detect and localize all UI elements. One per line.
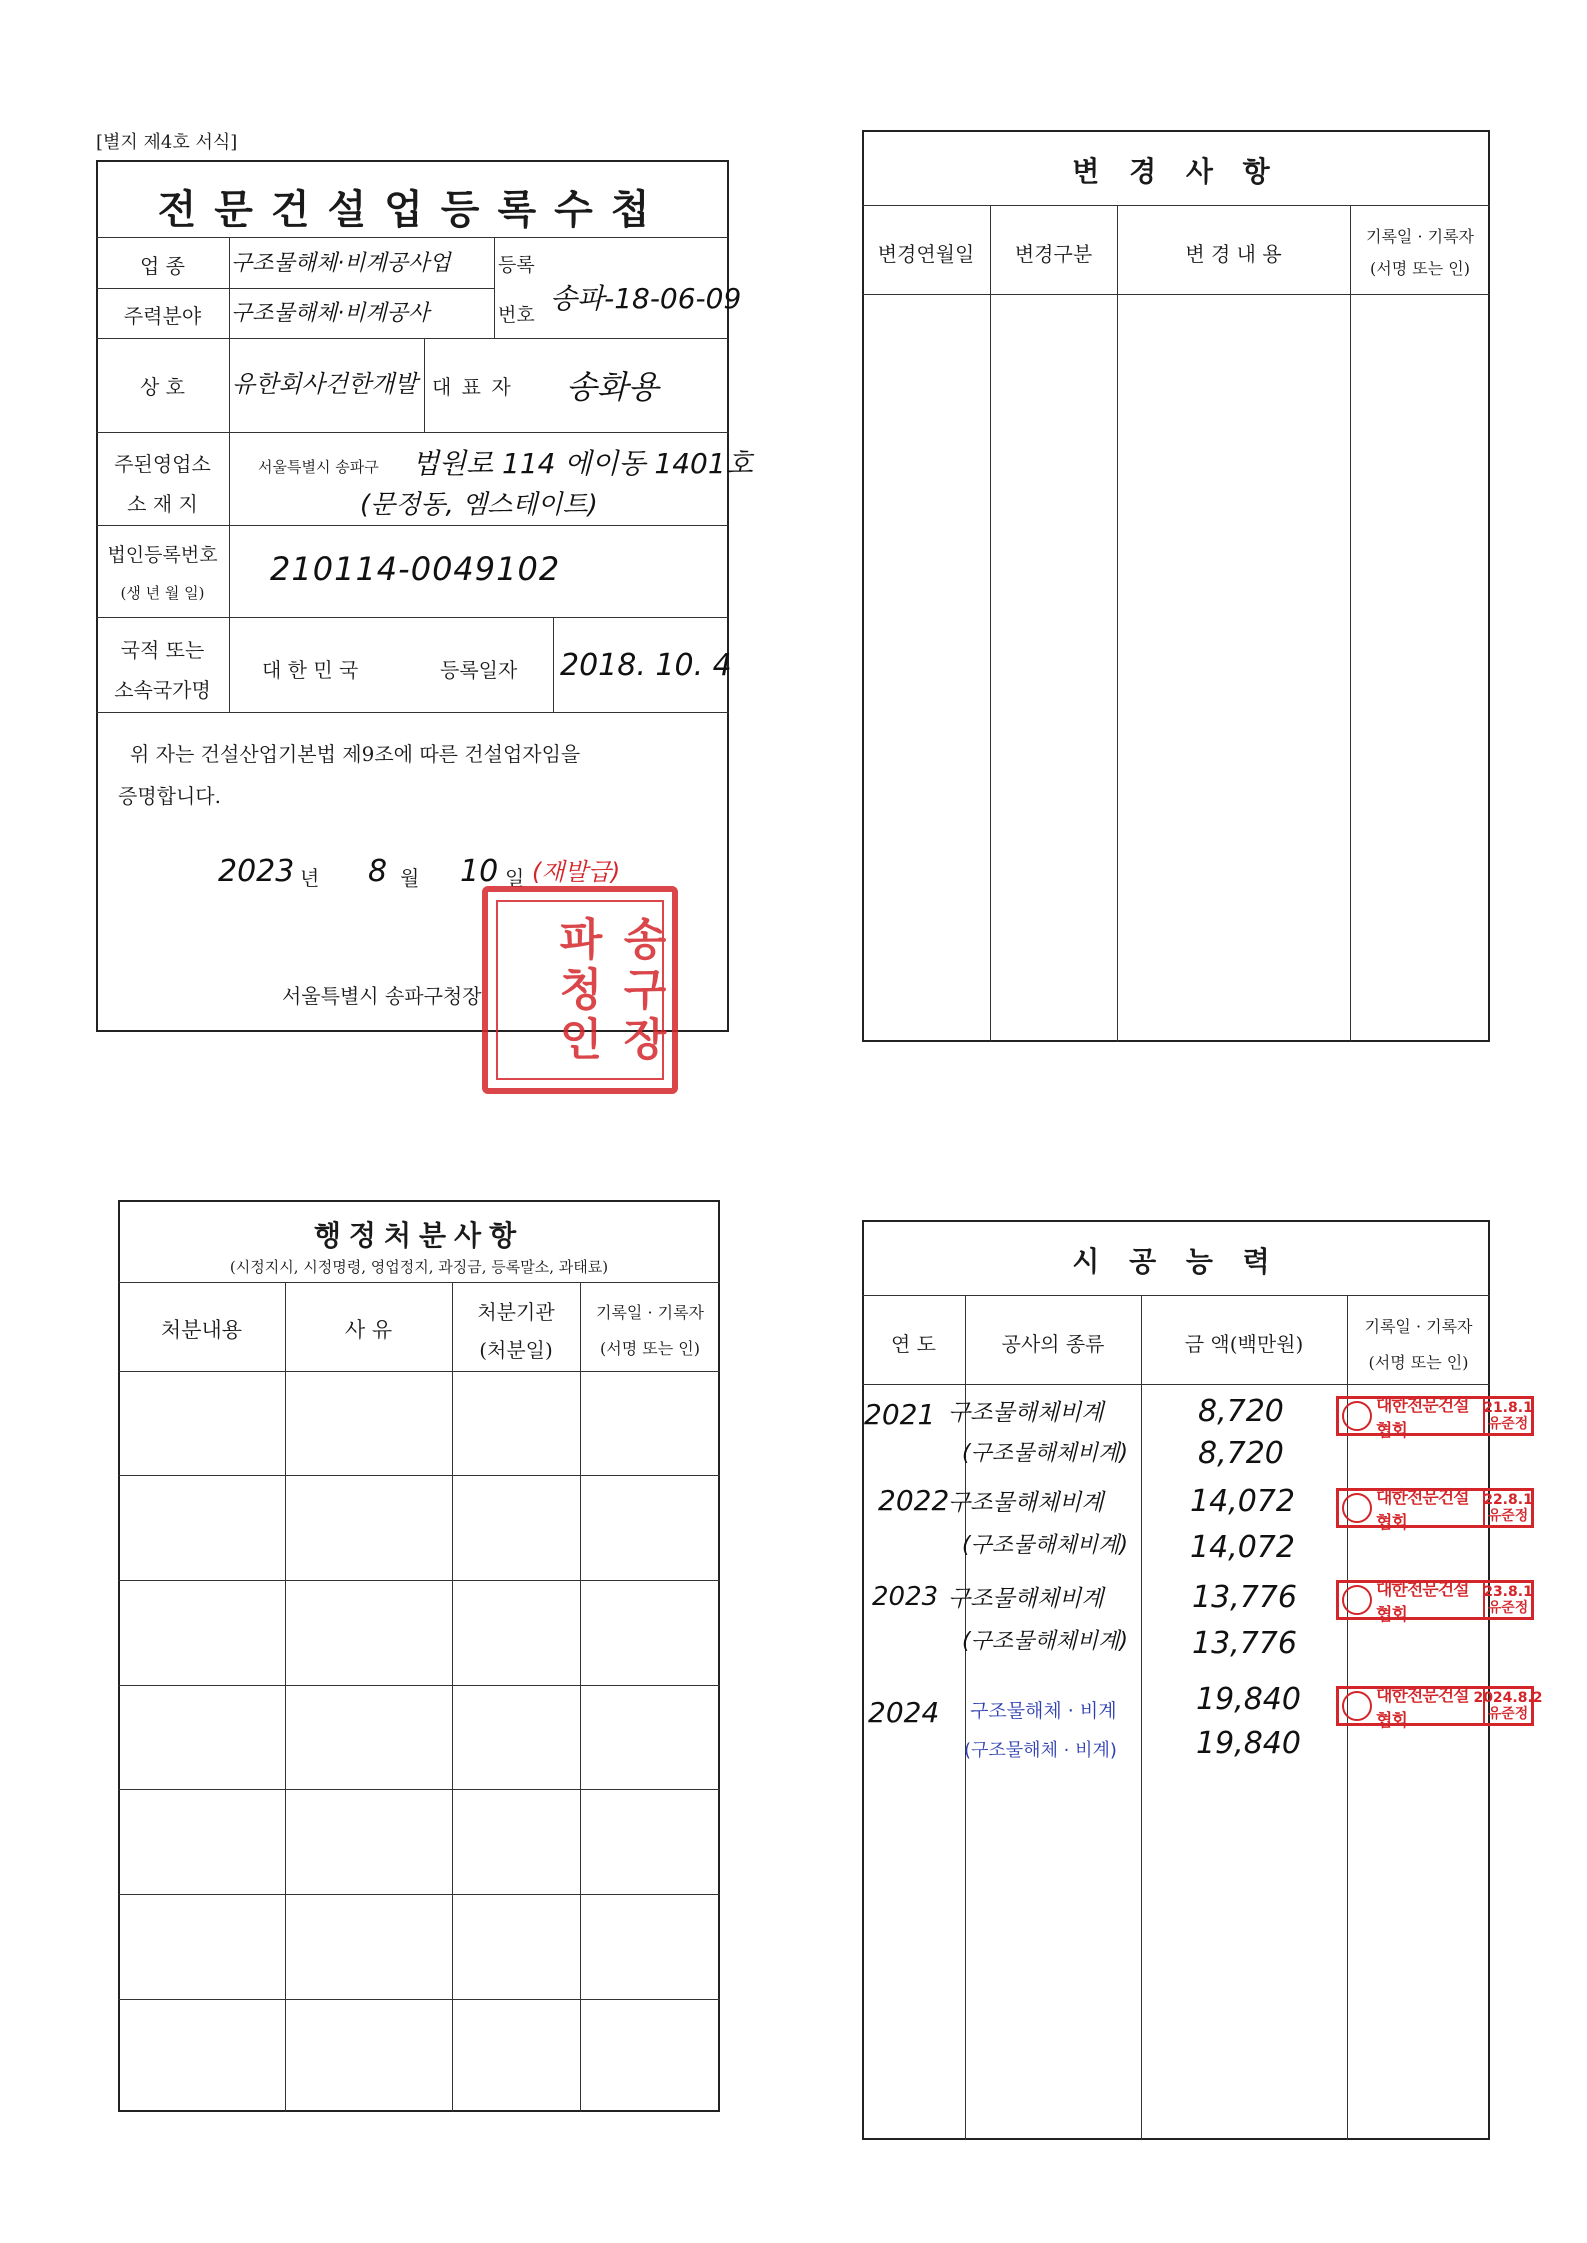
statement-line-2: 증명합니다. <box>118 784 221 808</box>
col-admin-agency-2: (처분일) <box>479 1338 553 1362</box>
cap-year-2024: 2024 <box>868 1696 940 1729</box>
col-change-record-2: (서명 또는 인) <box>1370 259 1470 278</box>
cap-amount: 19,840 <box>1196 1682 1301 1717</box>
col-cap-record-2: (서명 또는 인) <box>1368 1353 1469 1372</box>
industry-value: 구조물해체·비계공사업 <box>231 251 451 276</box>
seal-char-col-3: 장인 <box>551 1016 666 1060</box>
col-admin-agency-1: 처분기관 <box>477 1300 555 1324</box>
form-label: [별지 제4호 서식] <box>96 132 238 153</box>
cap-amount: 13,776 <box>1192 1580 1297 1615</box>
cap-amount-paren: 14,072 <box>1190 1530 1295 1565</box>
issue-month: 8 <box>368 854 388 889</box>
reg-label-1: 등록 <box>498 254 535 276</box>
year-unit: 년 <box>300 866 320 890</box>
cap-type-paren: (구조물해체비계) <box>962 1441 1128 1466</box>
nation-label-1: 국적 또는 <box>120 638 205 662</box>
seal-char-col-2: 구청 <box>551 966 666 1010</box>
regdate-label: 등록일자 <box>440 658 518 682</box>
issue-day: 10 <box>460 854 499 889</box>
col-admin-content: 처분내용 <box>160 1318 243 1342</box>
corp-label-2: (생 년 월 일) <box>120 584 205 602</box>
office-label-2: 소 재 지 <box>127 492 198 516</box>
main-field-value: 구조물해체·비계공사 <box>231 301 430 326</box>
col-cap-record-1: 기록일 · 기록자 <box>1364 1317 1473 1336</box>
regdate-value: 2018. 10. 4 <box>560 648 732 683</box>
cap-year-2022: 2022 <box>878 1484 950 1517</box>
cap-type-paren: (구조물해체비계) <box>962 1629 1128 1654</box>
col-admin-reason: 사 유 <box>344 1318 393 1342</box>
reg-number: 송파-18-06-09 <box>550 282 742 315</box>
cap-type: 구조물해체비계 <box>948 1400 1104 1426</box>
col-admin-record-1: 기록일 · 기록자 <box>596 1303 704 1322</box>
cap-amount-paren: 8,720 <box>1198 1436 1284 1471</box>
official-seal <box>482 886 678 1094</box>
certificate-title: 전문건설업등록수첩 <box>157 186 668 233</box>
day-unit: 일 <box>505 866 525 890</box>
col-change-content: 변 경 내 용 <box>1185 242 1282 266</box>
nation-label-2: 소속국가명 <box>114 678 211 702</box>
col-cap-year: 연 도 <box>891 1332 936 1356</box>
industry-label: 업 종 <box>140 254 185 278</box>
col-admin-record-2: (서명 또는 인) <box>600 1339 700 1358</box>
association-stamp: 대한전문건설협회 22.8.1 유준정 <box>1336 1488 1534 1528</box>
association-stamp: 대한전문건설협회 21.8.1 유준정 <box>1336 1396 1534 1436</box>
association-logo-icon <box>1342 1585 1372 1615</box>
corp-number: 210114-0049102 <box>270 550 561 588</box>
admin-subtitle: (시정지시, 시정명령, 영업정지, 과징금, 등록말소, 과태료) <box>229 1258 609 1276</box>
cap-type-paren: (구조물해체비계) <box>962 1533 1128 1558</box>
reissue-note: (재발급) <box>532 858 621 886</box>
col-change-date: 변경연월일 <box>877 242 975 266</box>
reg-label-2: 번호 <box>498 304 535 326</box>
corp-label-1: 법인등록번호 <box>107 544 218 566</box>
col-change-type: 변경구분 <box>1014 242 1093 266</box>
office-address-1: 법원로 114 에이동 1401호 <box>412 447 753 480</box>
nation-value: 대 한 민 국 <box>262 658 359 682</box>
association-stamp: 대한전문건설협회 2024.8.2 유준정 <box>1336 1686 1534 1726</box>
seal-char-col-1: 송파 <box>551 916 666 960</box>
cap-amount: 14,072 <box>1190 1484 1295 1519</box>
office-label-1: 주된영업소 <box>114 452 211 476</box>
main-field-label: 주력분야 <box>123 304 202 328</box>
association-logo-icon <box>1342 1691 1372 1721</box>
office-address-2: (문정동, 엠스테이트) <box>360 490 598 520</box>
association-logo-icon <box>1342 1493 1372 1523</box>
cap-year-2023: 2023 <box>872 1582 939 1612</box>
cap-amount: 8,720 <box>1198 1394 1284 1429</box>
issue-year: 2023 <box>218 854 295 889</box>
association-stamp: 대한전문건설협회 23.8.1 유준정 <box>1336 1580 1534 1620</box>
company-value: 유한회사건한개발 <box>232 370 418 398</box>
month-unit: 월 <box>400 866 420 890</box>
cap-amount-paren: 13,776 <box>1192 1626 1297 1661</box>
cap-amount-paren: 19,840 <box>1196 1726 1301 1761</box>
rep-value: 송화용 <box>566 368 659 406</box>
issuer: 서울특별시 송파구청장 <box>282 984 482 1008</box>
col-cap-amount: 금 액(백만원) <box>1184 1332 1304 1356</box>
statement-line-1: 위 자는 건설산업기본법 제9조에 따른 건설업자임을 <box>130 742 581 766</box>
capacity-title: 시 공 능 력 <box>1072 1245 1280 1278</box>
office-city: 서울특별시 송파구 <box>258 458 379 476</box>
cap-type: 구조물해체비계 <box>948 1586 1104 1612</box>
changes-title: 변 경 사 항 <box>1072 155 1280 188</box>
admin-title: 행정처분사항 <box>313 1219 525 1252</box>
cap-type: 구조물해체비계 <box>948 1490 1104 1516</box>
association-logo-icon <box>1342 1401 1372 1431</box>
company-label: 상 호 <box>140 375 185 399</box>
cap-year-2021: 2021 <box>864 1398 936 1431</box>
cap-type: 구조물해체 · 비계 <box>970 1700 1117 1722</box>
rep-label: 대 표 자 <box>432 375 513 399</box>
col-cap-type: 공사의 종류 <box>1001 1332 1105 1356</box>
col-change-record-1: 기록일 · 기록자 <box>1366 227 1474 246</box>
cap-type-paren: (구조물해체 · 비계) <box>964 1740 1117 1761</box>
